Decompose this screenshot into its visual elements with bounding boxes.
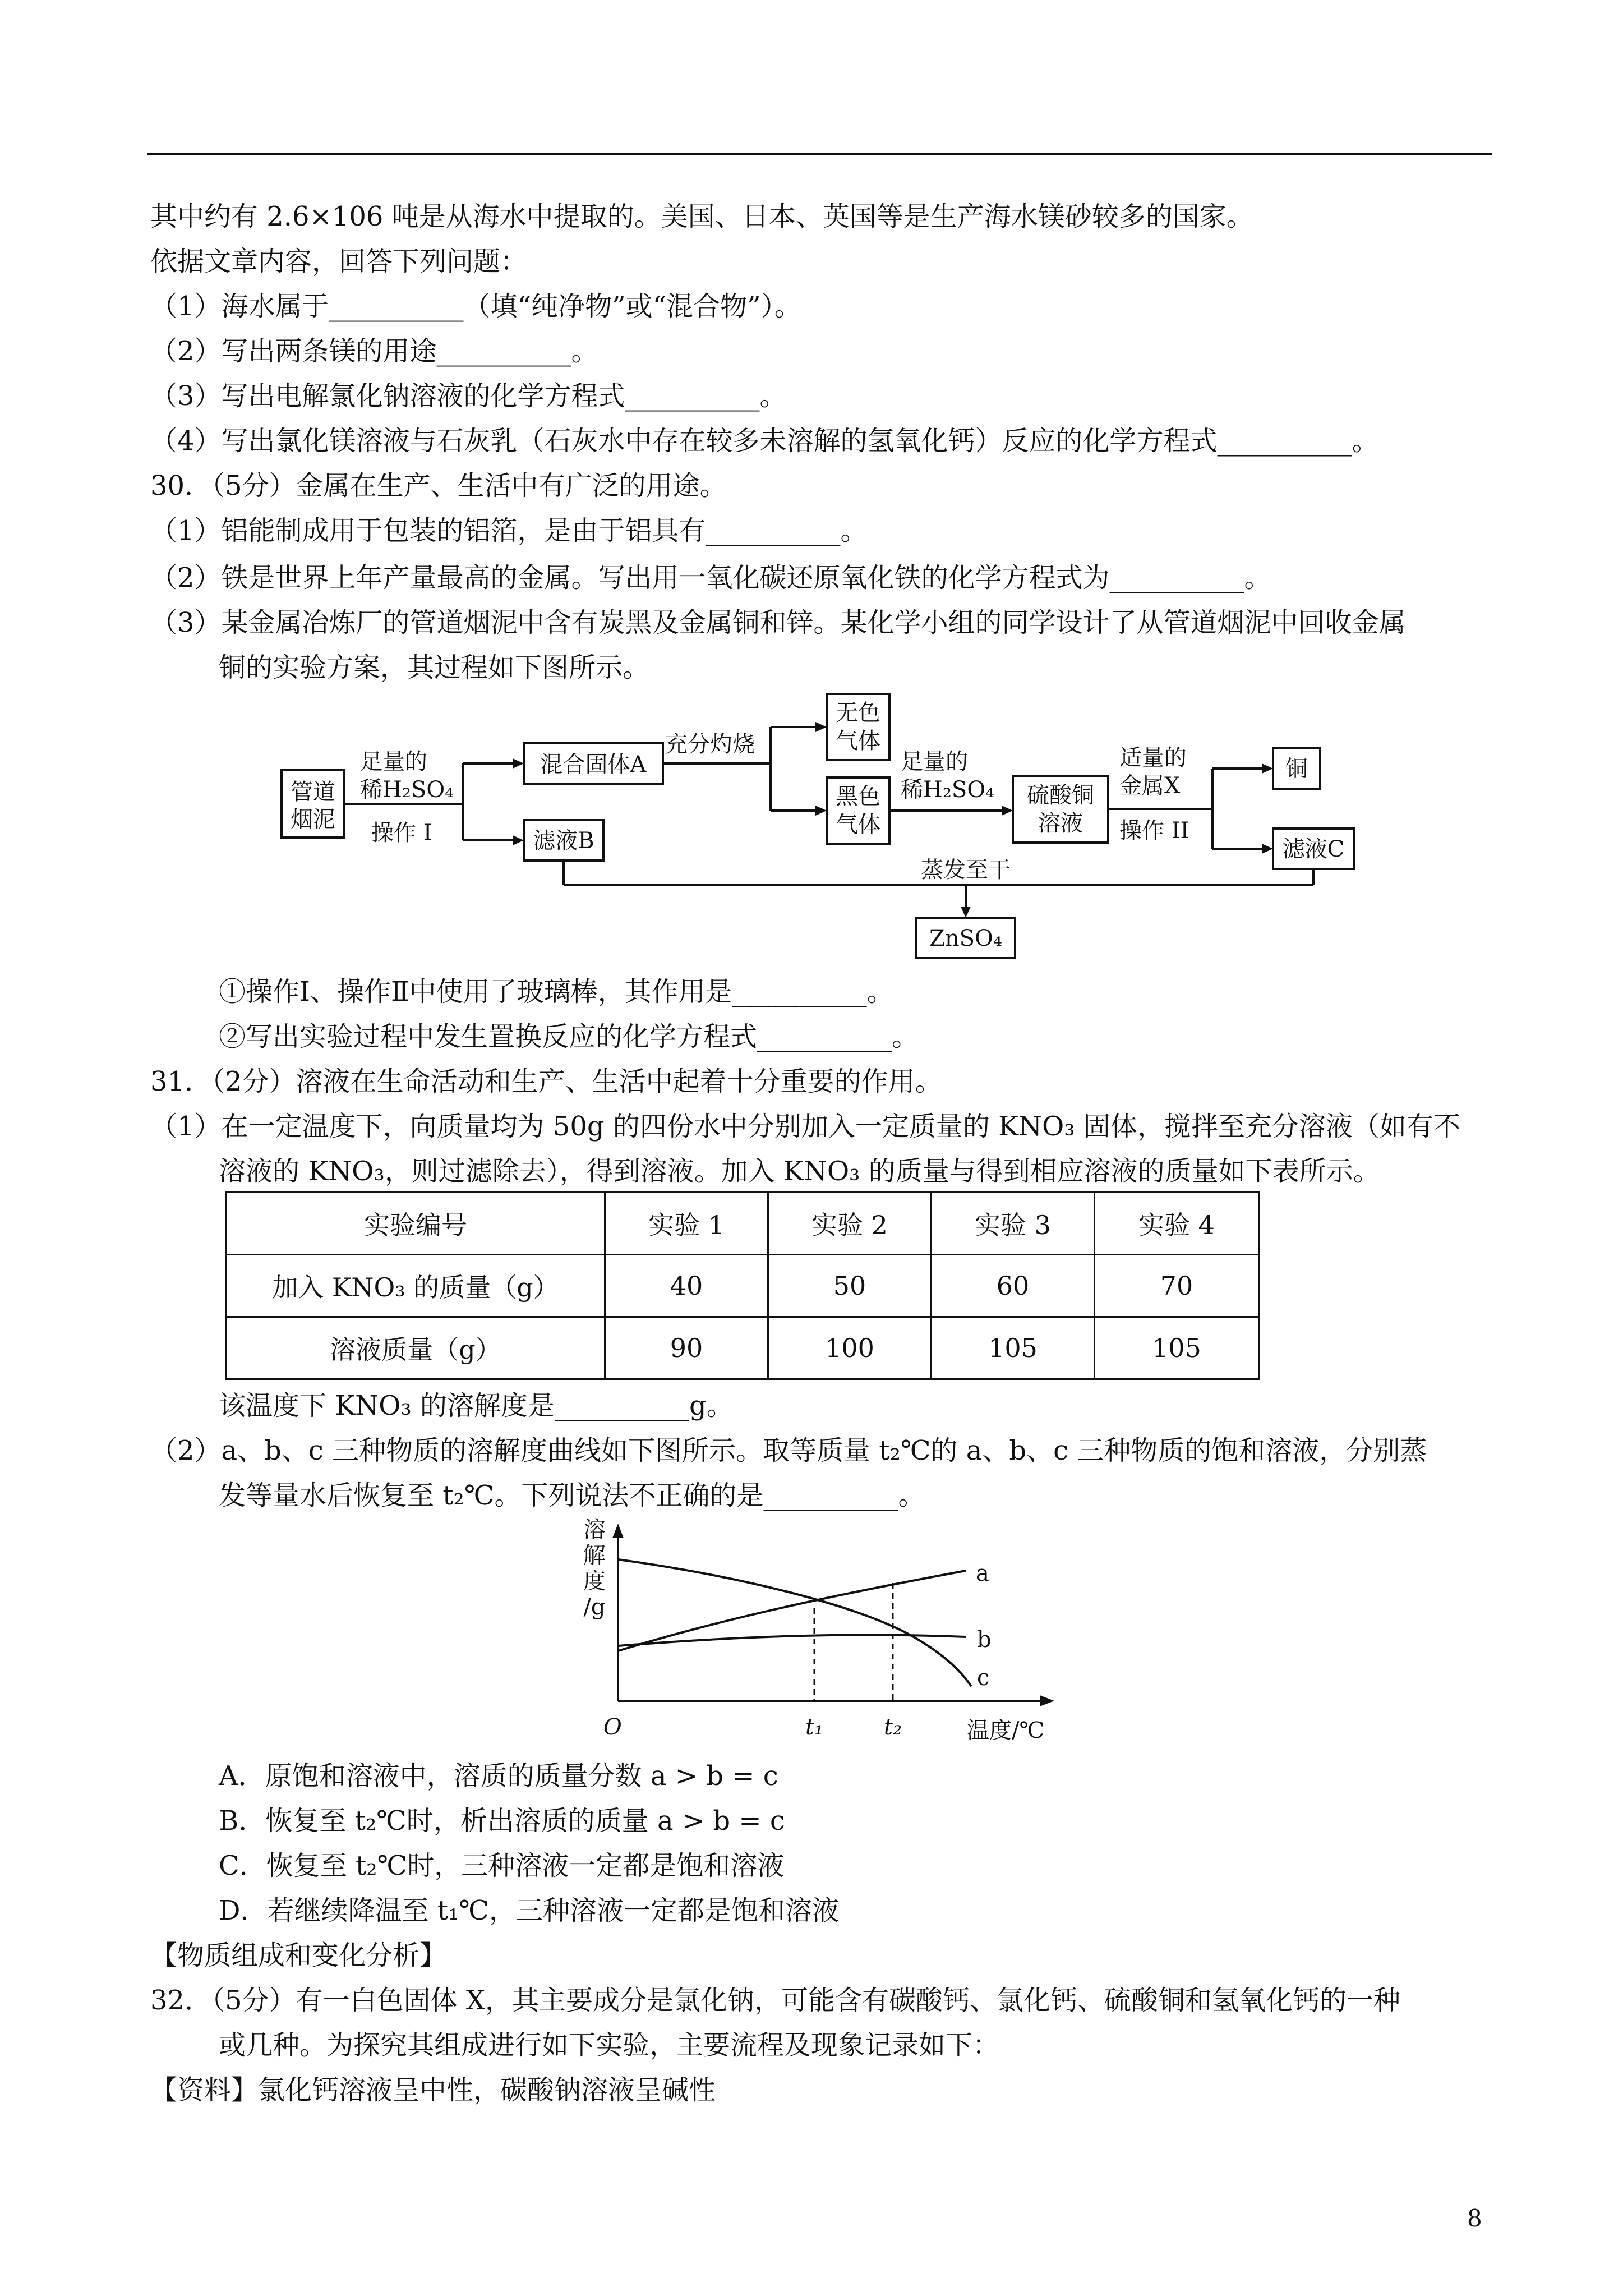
table-cell: 70 [1095, 1255, 1259, 1317]
x-axis-arrow [1040, 1695, 1054, 1706]
curve-c [618, 1559, 971, 1686]
q30-sub1: ①操作Ⅰ、操作Ⅱ中使用了玻璃棒，其作用是__________。 [219, 976, 894, 1007]
text-line: 或几种。为探究其组成进行如下实验，主要流程及现象记录如下： [219, 2030, 1000, 2061]
metal-x-label: 适量的 [1119, 745, 1187, 771]
colorless-gas-label: 无色 [836, 700, 880, 726]
evaporate-label: 蒸发至干 [921, 857, 1011, 883]
table-cell: 溶液质量（g） [227, 1317, 605, 1379]
text-line: 依据文章内容，回答下列问题： [150, 246, 528, 277]
q30-title: 30．（5分）金属在生产、生活中有广泛的用途。 [150, 470, 727, 501]
colorless-gas-label: 气体 [836, 728, 880, 754]
option-a: A．原饱和溶液中，溶质的质量分数 a > b = c [219, 1760, 778, 1792]
operation-2-label: 操作 II [1119, 818, 1189, 844]
q29-part1: （1）海水属于__________（填“纯净物”或“混合物”）。 [150, 291, 801, 322]
t1-label: t₁ [805, 1714, 824, 1740]
text-line: 铜的实验方案，其过程如下图所示。 [219, 652, 650, 683]
copper-label: 铜 [1285, 756, 1308, 782]
q30-sub2: ②写出实验过程中发生置换反应的化学方程式__________。 [219, 1021, 919, 1052]
acid-label: 足量的 [360, 749, 427, 775]
q29-part2: （2）写出两条镁的用途__________。 [150, 335, 598, 367]
table-cell: 105 [932, 1317, 1095, 1379]
acid-label: 稀H₂SO₄ [360, 777, 454, 803]
y-axis-label: 解 [583, 1543, 606, 1568]
curve-a [618, 1571, 966, 1651]
burn-label: 充分灼烧 [665, 731, 755, 757]
q30-part1: （1）铝能制成用于包装的铝箔，是由于铝具有__________。 [150, 515, 868, 546]
table-cell: 105 [1095, 1317, 1259, 1379]
acid-label: 稀H₂SO₄ [901, 777, 995, 803]
y-axis-label: /g [583, 1594, 606, 1620]
pipe-mud-label: 管道 [291, 779, 335, 805]
y-axis-label: 度 [583, 1568, 606, 1594]
q29-part3: （3）写出电解氯化钠溶液的化学方程式__________。 [150, 380, 787, 412]
table-header-cell: 实验 3 [932, 1193, 1095, 1255]
text-line: 发等量水后恢复至 t₂℃。下列说法不正确的是__________。 [219, 1480, 925, 1511]
pipe-mud-label: 烟泥 [291, 807, 335, 832]
q31-title: 31．（2分）溶液在生命活动和生产、生活中起着十分重要的作用。 [150, 1066, 942, 1097]
cuso4-label: 硫酸铜 [1027, 783, 1094, 808]
q31-part1: （1）在一定温度下，向质量均为 50g 的四份水中分别加入一定质量的 KNO₃ 固体，搅拌至充分溶液（如有不 [150, 1111, 1460, 1142]
section-heading: 【物质组成和变化分析】 [150, 1940, 447, 1971]
curve-c-label: c [977, 1665, 990, 1691]
table-header-cell: 实验 4 [1095, 1193, 1259, 1255]
x-axis-label: 温度/℃ [967, 1718, 1045, 1743]
option-d: D．若继续降温至 t₁℃，三种溶液一定都是饱和溶液 [219, 1895, 839, 1926]
option-c: C．恢复至 t₂℃时，三种溶液一定都是饱和溶液 [219, 1850, 785, 1881]
text-line: 其中约有 2.6×106 吨是从海水中提取的。美国、日本、英国等是生产海水镁砂较多的国家。 [150, 201, 1253, 232]
table-header-cell: 实验编号 [227, 1193, 605, 1255]
znso4-label: ZnSO₄ [929, 926, 1002, 951]
q32-title: 32．（5分）有一白色固体 X，其主要成分是氯化钠，可能含有碳酸钙、氯化钙、硫酸铜和氢氧化钙的一种 [150, 1985, 1401, 2016]
table-cell: 60 [932, 1255, 1095, 1317]
q29-part4: （4）写出氯化镁溶液与石灰乳（石灰水中存在较多未溶解的氢氧化钙）反应的化学方程式__________。 [150, 425, 1379, 457]
table-cell: 50 [768, 1255, 932, 1317]
q30-part3: （3）某金属冶炼厂的管道烟泥中含有炭黑及金属铜和锌。某化学小组的同学设计了从管道烟泥中回收金属 [150, 607, 1406, 638]
table-header-cell: 实验 2 [768, 1193, 932, 1255]
text-line: 溶液的 KNO₃，则过滤除去），得到溶液。加入 KNO₃ 的质量与得到相应溶液的质量如下表所示。 [219, 1156, 1380, 1187]
metal-x-label: 金属X [1119, 773, 1181, 799]
black-gas-label: 气体 [836, 812, 880, 838]
mixed-solid-label: 混合固体A [540, 752, 647, 777]
filtrate-c-label: 滤液C [1282, 836, 1345, 862]
operation-1-label: 操作 I [371, 820, 432, 846]
acid-label: 足量的 [901, 749, 968, 775]
q31-part2: （2）a、b、c 三种物质的溶解度曲线如下图所示。取等质量 t₂℃的 a、b、c 三种物质的饱和溶液，分别蒸 [150, 1435, 1427, 1466]
curve-b-label: b [977, 1627, 992, 1653]
page-number: 8 [1467, 2205, 1482, 2232]
y-axis-label: 溶 [583, 1517, 606, 1543]
table-cell: 40 [605, 1255, 768, 1317]
y-axis-arrow [612, 1524, 624, 1538]
t2-label: t₂ [883, 1714, 902, 1740]
option-b: B．恢复至 t₂℃时，析出溶质的质量 a > b = c [219, 1805, 785, 1837]
table-cell: 加入 KNO₃ 的质量（g） [227, 1255, 605, 1317]
table-header-cell: 实验 1 [605, 1193, 768, 1255]
q30-part2: （2）铁是世界上年产量最高的金属。写出用一氧化碳还原氧化铁的化学方程式为__________。 [150, 562, 1271, 593]
origin-label: O [603, 1714, 622, 1740]
table-cell: 100 [768, 1317, 932, 1379]
info-note: 【资料】氯化钙溶液呈中性，碳酸钠溶液呈碱性 [150, 2074, 716, 2106]
curve-a-label: a [976, 1561, 989, 1586]
black-gas-label: 黑色 [836, 784, 880, 809]
q31-answer-line: 该温度下 KNO₃ 的溶解度是__________g。 [219, 1390, 734, 1421]
table-cell: 90 [605, 1317, 768, 1379]
filtrate-b-label: 滤液B [533, 828, 594, 854]
cuso4-label: 溶液 [1038, 811, 1083, 836]
